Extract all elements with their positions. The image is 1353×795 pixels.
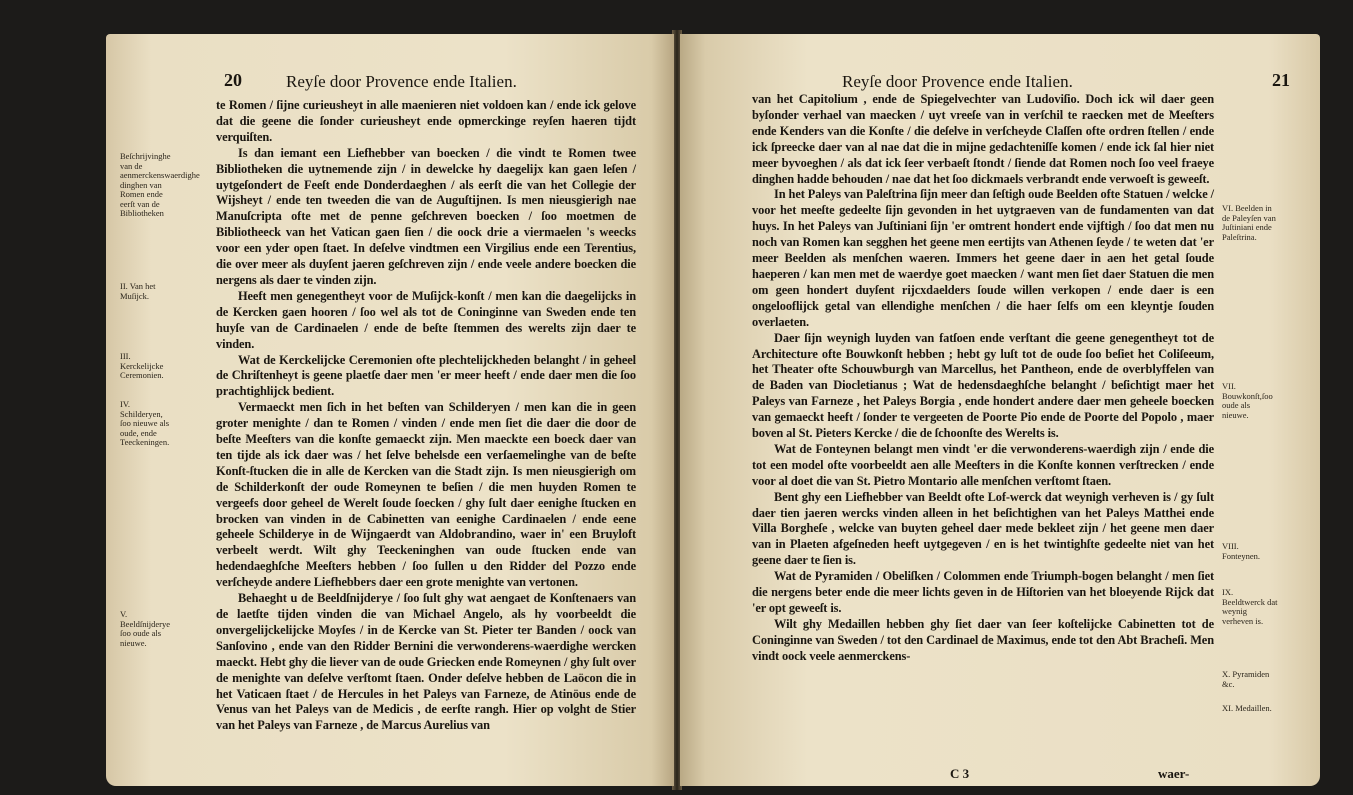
margin-note: VIII. Fonteynen. — [1222, 541, 1261, 561]
margin-note: III. Kerckelijcke Ceremonien. — [120, 351, 164, 380]
paragraph: Wat de Fonteynen belangt men vindt 'er die verwonderens-waerdigh zijn / ende die tot een model ofte voorbeeldt aen alle Meeſters in die Konſte konnen verſtrecken / ende voor al doet die van St. Pietro Montario alle menſchen verſtomt ſtaen. — [752, 441, 1214, 488]
right-page — [680, 34, 1320, 786]
margin-note: VII. Bouwkonſt,ſoo oude als nieuwe. — [1222, 381, 1273, 420]
signature-mark: C 3 — [950, 766, 970, 781]
paragraph: Wat de Pyramiden / Obeliſken / Colommen ende Triumph-bogen belanght / men ſiet die nergens beter ende die meer lichts geven in de Hiſtorien van het bloeyende Rijck dat 'er opt geweeſt is. — [752, 569, 1214, 615]
page-number-left: 20 — [224, 70, 242, 90]
paragraph: Behaeght u de Beeldſnijderye / ſoo ſult ghy wat aengaet de Konſtenaers van de laetſte tijden vinden die van Michael Angelo, als hy voorbeeldt die onvergelijckelijcke Moyſes / in de Kercke van St. Pieter ter Banden / oock van Sanſovino , ende van den Ridder Bernini die verwonderens-waerdighe wercken maeckt. Hebt ghy die liever van de oude Griecken ende Romeynen / ghy ſult over de menighte van deſelve verſtomt ſtaen. Onder deſelve hebben de Laöcon die in het Vaticaen ſtaet / de Hercules in het Paleys van Farneze, de Atinöus ende de Venus van het Paleys van de Medicis , de eerſte rangh. Hier op volght de Stier van het Paleys van Farneze , de Marcus Aurelius van — [216, 591, 636, 733]
margin-note: XI. Medaillen. — [1222, 703, 1272, 713]
paragraph: te Romen / ſijne curieusheyt in alle maenieren niet voldoen kan / ende ick gelove dat die geene die ſonder curieusheyt ende opmerckinge reyſen haeren tijdt verquiſten. — [216, 98, 636, 144]
running-head-left: Reyſe door Provence ende Italien. — [286, 72, 517, 91]
body-text-left — [216, 98, 636, 734]
margin-note: V. Beeldſnijderye ſoo oude als nieuwe. — [120, 609, 171, 648]
margin-note: VI. Beelden in de Paleyſen van Juſtiniani ende Paleſtrina. — [1222, 203, 1276, 242]
paragraph: Daer ſijn weynigh luyden van fatſoen ende verſtant die geene genegentheyt tot de Architecture ofte Bouwkonſt hebben ; hebt gy luſt tot de oude ſoo beſiet het Coliſeeum, het Theater ofte Schouwburgh van Marcellus, het Pantheon, ende de overblyffelen van de Baden van Diocletianus ; Wat de hedensdaeghſche belanght / beſichtigt maer het Paleys van Farneze , het Paleys Borgia , ende hondert andere daer men geheele boecken van gemaeckt heeft / ſonder te vergeeten de Poorte Pio ende de Poorte del Popolo , maer boven al St. Pieters Kercke / die de ſchoonſte des Werelts is. — [752, 330, 1214, 441]
left-page — [106, 34, 674, 786]
margin-note: II. Van het Muſijck. — [120, 281, 156, 301]
margin-note: IV. Schilderyen, ſoo nieuwe als oude, ende Teeckeningen. — [120, 399, 170, 447]
paragraph: Vermaeckt men ſich in het beſten van Schilderyen / men kan die in geen groter menighte / dan te Romen / vinden / ende men ſiet die daer die door de beſte Meeſters van die konſte gemaeckt zijn. Men maeckte een boeck daer van ten tijde als ick daer was / het ſelve behelsde een verſaemelinghe van de beſte Konſt-ſtucken die in alle de Kercken van die Stadt zijn. Is men nieusgierigh om de Schilderkonſt der oude Romeynen te beſien / die men huyden Romen te vergeefs door geheel de Werelt ſoude ſoecken / ghy ſult daer eenighe ſtucken en brocken van vinden in de Cabinetten van eenighe Cardinaelen / ende eene geheele Schilderye in de Wijngaerdt van Aldobrandino, waer in' een Bruyloft verbeelt werdt. Wilt ghy Teeckeninghen van oude ſtucken ende van hedendaeghſche Meeſters hebben / ſoo ſullen u den Ridder del Pozzo ende verſcheyde andere Liefhebbers daer een grote menighte van vertonen. — [216, 400, 636, 590]
paragraph: In het Paleys van Paleſtrina ſijn meer dan ſeſtigh oude Beelden ofte Statuen / welcke / voor het meeſte gedeelte ſijn gevonden in het uytgraeven van de fundamenten van dat huys. In het Paleys van Juſtiniani ſijn 'er omtrent hondert ende vijftigh / ſoo dat men nu noch van Romen kan segghen het geene men eertijts van Athenen ſeyde / te weten dat 'er meer Beelden als menſchen waeren. Immers het geene daer in aen het getal ſoude haeperen / kan men met de waerdye goet maecken / want men ſiet daer Statuen die men om geen hondert duyſent rijcxdaelders ſoude willen verkopen / ende daer is een ongelooflijck getal van ellendighe menſchen / die haer ſelfs om een kleyntje ſouden overlaeten. — [752, 187, 1214, 329]
page-number-right: 21 — [1272, 70, 1290, 90]
catchword: waer- — [1158, 766, 1190, 781]
paragraph: Wilt ghy Medaillen hebben ghy ſiet daer van ſeer koſtelijcke Cabinetten tot de Coninginne van Sweden / tot den Cardinael de Maximus, ende tot den Abt Bracheſi. Men vindt oock veele aenmerckens- — [752, 616, 1214, 663]
paragraph: Is dan iemant een Liefhebber van boecken / die vindt te Romen twee Bibliotheken die uytnemende zijn / in dewelcke hy daegelijx kan gaen leſen / uytgeſondert de Feeſt ende Donderdaeghen / als eerſt die van het Collegie der Wijsheyt / ende ten tweeden die van de Auguſtijnen. Is men nieusgierigh nae Manuſcripta ofte met de penne geſchreven boecken / ſoo moetmen de Bibliotheeck van het Vatican gaen ſien / die oock drie a viermaelen 's weecks voor een yder open ſtaet. In deſelve vindtmen een Virgilius ende een Terentius, die over meer als duyſent jaeren geſchreven zijn / ende veele andere boecken die nergens als daer te vinden zijn. — [216, 145, 636, 287]
margin-note: Beſchrijvinghe van de aenmerckenswaerdighe dinghen van Romen ende eerſt van de Bibliotheken — [120, 151, 200, 218]
body-text-right — [752, 92, 1214, 665]
paragraph: van het Capitolium , ende de Spiegelvechter van Ludoviſio. Doch ick wil daer geen byſonder verhael van maecken / uyt vreeſe van in verſchil te raecken met de Meeſters ende Kenders van die Konſte / die deſelve in verſcheyde Claſſen ofte ordren ſtellen / ende ick ſpreecke daer van al nae dat die in mijne gedachteniſſe komen / ende ick ſal hier niet meer byvoeghen / als dat ick ſeer verbaeſt ſtondt / ſiende dat Romen noch ſoo veel fraeye dinghen hadde behouden / nae dat het ſoo dickmaels verbrandt ende verwoeſt is geweeſt. — [752, 92, 1214, 186]
paragraph: Heeft men genegentheyt voor de Muſijck-konſt / men kan die daegelijcks in de Kercken gaen hooren / ſoo wel als tot de Coninginne van Sweden ende ten huyſe van de Cardinaelen / ende de beſte ſtemmen des werelts zijn daer te vinden. — [216, 288, 636, 351]
paragraph: Wat de Kerckelijcke Ceremonien ofte plechtelijckheden belanght / in geheel de Chriſtenheyt is geene plaetſe daer men 'er meer heeft / ende daer men die ſoo prachtighlijck bedient. — [216, 352, 636, 399]
paragraph: Bent ghy een Liefhebber van Beeldt ofte Lof-werck dat weynigh verheven is / gy ſult daer tien jaeren wercks vinden alleen in het beſichtighen van het Paleys Matthei ende Villa Borgheſe , welcke van buyten geheel daer mede bekleet zijn / het geene men daer van in Plaeten afgeſneden heeft uytgegeven / en is het twintighſte gedeelte niet van het geene daer te ſien is. — [752, 489, 1214, 568]
margin-note: IX. Beeldtwerck dat weynig verheven is. — [1222, 587, 1278, 626]
margin-note: X. Pyramiden &c. — [1222, 669, 1270, 689]
running-head-right: Reyſe door Provence ende Italien. — [842, 72, 1073, 91]
